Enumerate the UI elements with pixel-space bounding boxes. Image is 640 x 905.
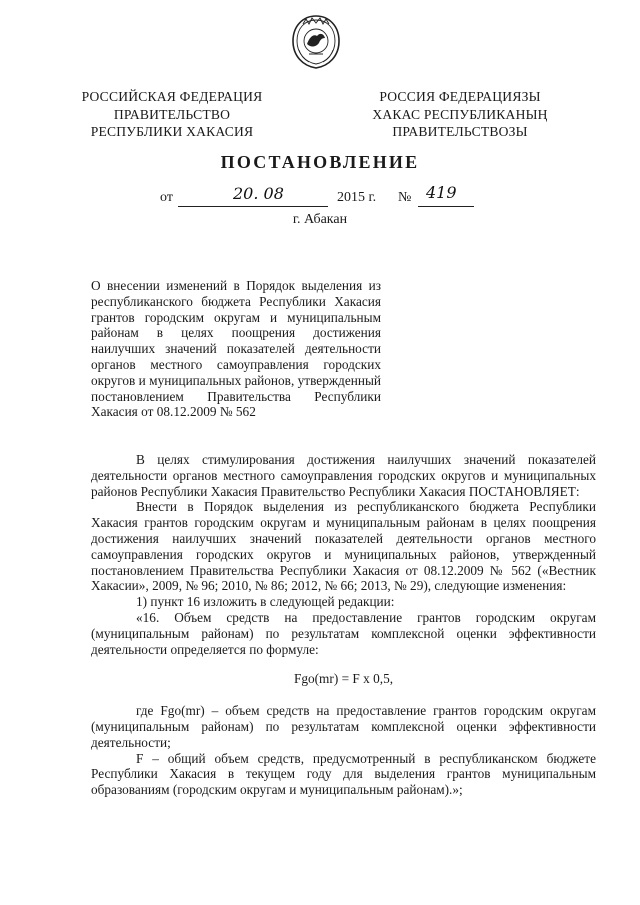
body-paragraph-6: F – общий объем средств, предусмотренный в республиканском бюджете Республики Хакасия в текущем году для выделения грантов муниципальным образованиям (городским округам и муниципальным районам).»;	[91, 750, 596, 798]
header-left-line-2: ПРАВИТЕЛЬСТВО	[113, 106, 231, 122]
body-paragraph-1: В целях стимулирования достижения наилучших значений показателей деятельности органов местного самоуправления городских округов и муниципальных районов Республики Хакасия Правительство Республики Хакасия ПОСТАНОВЛЯЕТ:	[91, 452, 596, 499]
formula-line: Fgo(mr) = F x 0,5,	[293, 671, 394, 687]
header-right-block	[348, 88, 572, 141]
date-handwritten: 20. 08	[233, 184, 284, 203]
subject-text: О внесении изменений в Порядок выделения из республиканского бюджета Республики Хакасия грантов городским округам и муниципальным районам в целях поощрения достижения наилучших значений показателей деятельности органов местного самоуправления городских округов и муниципальных районов, утвержденный постановлением Правительства Республики Хакасия от 08.12.2009 № 562	[91, 278, 381, 420]
date-field	[178, 184, 328, 207]
document-title: ПОСТАНОВЛЕНИЕ	[220, 152, 420, 172]
body-paragraph-3: 1) пункт 16 изложить в следующей редакции:	[136, 594, 395, 610]
body-block	[91, 452, 596, 798]
number-handwritten: 419	[426, 183, 457, 202]
header-right-line-1: РОССИЯ ФЕДЕРАЦИЯЗЫ	[379, 89, 541, 104]
header-left-block	[60, 88, 284, 141]
city-line: г. Абакан	[292, 212, 348, 227]
coat-of-arms-emblem	[289, 14, 343, 70]
header-left-line-3: РЕСПУБЛИКИ ХАКАСИЯ	[90, 124, 254, 139]
body-paragraph-2: Внести в Порядок выделения из республиканского бюджета Республики Хакасия грантов городским округам и муниципальным районам в целях поощрения достижения наилучших значений показателей деятельности органов местного самоуправления городских округов и муниципальных районов, утвержденный постановлением Правительства Республики Хакасия от 08.12.2009 № 562 («Вестник Хакасии», 2009, № 96; 2010, № 86; 2012, № 66; 2013, № 29), следующие изменения:	[91, 499, 596, 594]
number-field	[418, 183, 474, 207]
number-label: №	[398, 190, 412, 205]
header-left-line-1: РОССИЙСКАЯ ФЕДЕРАЦИЯ	[81, 89, 263, 104]
header-right-line-3: ПРАВИТЕЛЬСТВОЗЫ	[392, 124, 528, 139]
subject-block	[91, 278, 381, 420]
body-paragraph-5: где Fgo(mr) – объем средств на предоставление грантов городским округам (муниципальным районам) по результатам комплексной оценки эффективности деятельности;	[91, 703, 596, 750]
body-paragraph-4: «16. Объем средств на предоставление грантов городским округам (муниципальным районам) по результатам комплексной оценки эффективности деятельности определяется по формуле:	[91, 609, 596, 657]
header-right-line-2: ХАКАС РЕСПУБЛИКАНЫҢ	[372, 106, 548, 122]
date-prefix: от	[160, 190, 173, 205]
year-text: 2015 г.	[337, 190, 377, 205]
